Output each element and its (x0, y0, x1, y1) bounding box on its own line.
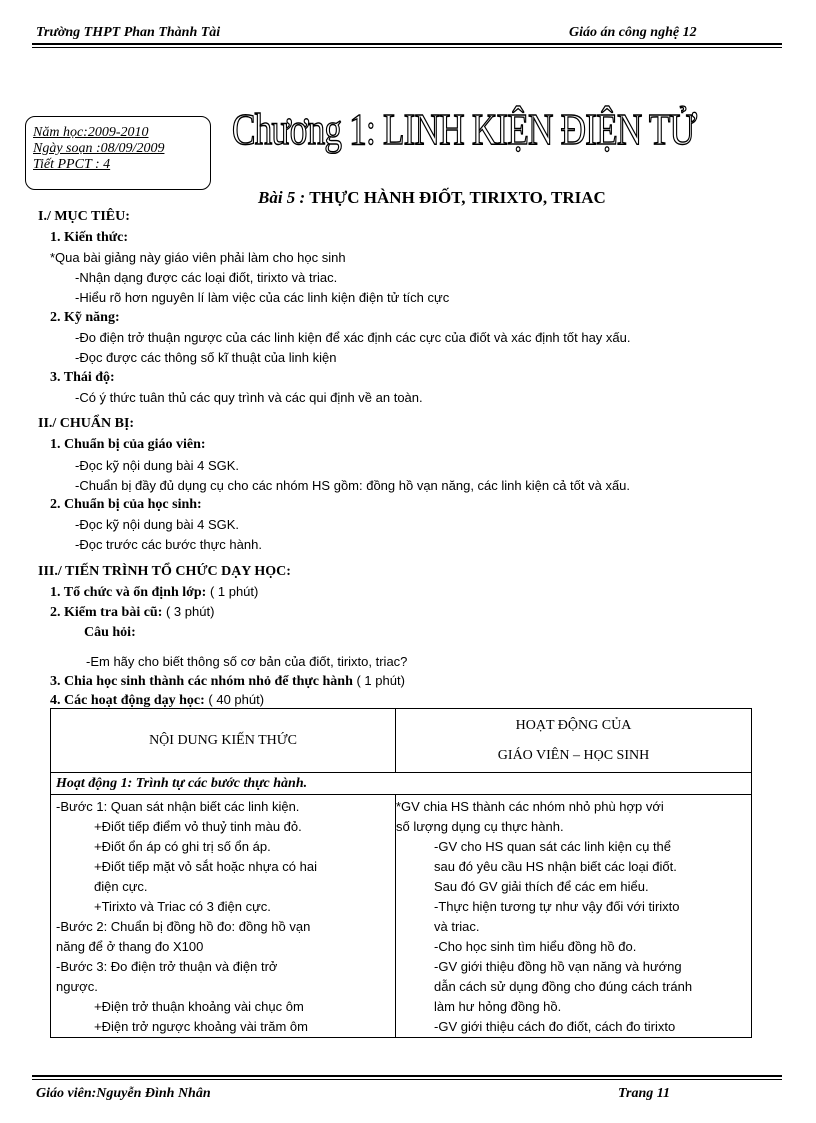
step-line: -Bước 2: Chuẩn bị đồng hồ đo: đồng hồ vạn (56, 919, 311, 934)
step-line: +Điện trở thuận khoảng vài chục ôm (94, 999, 304, 1014)
teacher-prep-heading: 1. Chuẩn bị của giáo viên: (50, 437, 206, 452)
activity-cell (396, 795, 752, 1038)
activity-row (51, 773, 752, 795)
item3 (50, 673, 405, 690)
knowledge-cell (51, 795, 396, 1038)
activity-line: -Cho học sinh tìm hiểu đồng hồ đo. (434, 939, 637, 954)
period-number: Tiết PPCT : 4 (33, 157, 111, 172)
item2-time: ( 3 phút) (162, 604, 215, 619)
step-line: điện cực. (94, 879, 148, 894)
question-label: Câu hỏi: (84, 625, 136, 640)
knowledge-line: -Nhận dạng được các loại điốt, tirixto và triac. (75, 270, 338, 285)
activity-line: -GV giới thiệu đồng hồ vạn năng và hướng (434, 959, 682, 974)
step-line: +Điốt tiếp điểm vỏ thuỷ tinh màu đỏ. (94, 819, 302, 834)
activity-line: dẫn cách sử dụng đồng cho đúng cách tránh (434, 979, 693, 994)
step-line: -Bước 3: Đo điện trở thuận và điện trở (56, 959, 278, 974)
col2-header-line1: HOẠT ĐỘNG CỦA (515, 717, 632, 733)
header-rule (32, 43, 782, 45)
item2 (50, 604, 214, 621)
item2-label: 2. Kiểm tra bài cũ: (50, 605, 163, 620)
activity-line: và triac. (434, 919, 480, 934)
knowledge-line: *Qua bài giảng này giáo viên phải làm cho học sinh (50, 250, 346, 265)
skills-heading: 2. Kỹ năng: (50, 310, 120, 325)
student-prep-line: -Đọc trước các bước thực hành. (75, 537, 262, 552)
item3-time: ( 1 phút) (352, 673, 405, 688)
skills-line: -Đo điện trở thuận ngược của các linh kiện để xác định các cực của điốt và xác định tốt hay xấu. (75, 330, 631, 345)
info-box (25, 116, 211, 190)
attitude-heading: 3. Thái độ: (50, 370, 115, 385)
skills-line: -Đọc được các thông số kĩ thuật của linh kiện (75, 350, 337, 365)
activity-line: -GV cho HS quan sát các linh kiện cụ thể (434, 839, 672, 854)
knowledge-heading: 1. Kiến thức: (50, 230, 129, 245)
question-text: -Em hãy cho biết thông số cơ bản của điốt, tirixto, triac? (86, 654, 408, 669)
activity-line: Sau đó GV giải thích để các em hiểu. (434, 879, 649, 894)
chapter-title: Chương 1: LINH KIỆN ĐIỆN TỬ (232, 105, 697, 154)
section3-heading: III./ TIẾN TRÌNH TỔ CHỨC DẠY HỌC: (38, 564, 291, 579)
footer-rule (32, 1075, 782, 1077)
footer-teacher: Giáo viên:Nguyễn Đình Nhân (36, 1086, 211, 1101)
activity-line: làm hư hỏng đồng hồ. (434, 999, 562, 1014)
col2-header-line2: GIÁO VIÊN – HỌC SINH (497, 747, 650, 763)
col1-header: NỘI DUNG KIẾN THỨC (51, 709, 396, 773)
footer-page: Trang 11 (618, 1086, 670, 1101)
col2-header (396, 709, 752, 773)
teacher-prep-line: -Đọc kỹ nội dung bài 4 SGK. (75, 458, 240, 473)
activity-line: -GV giới thiệu cách đo điốt, cách đo tirixto (434, 1019, 676, 1034)
content-row (51, 795, 752, 1038)
step-line: ngược. (56, 979, 98, 994)
student-prep-heading: 2. Chuẩn bị của học sinh: (50, 497, 202, 512)
item4 (50, 692, 264, 709)
footer-rule-thin (32, 1079, 782, 1080)
step-line: năng để ở thang đo X100 (56, 939, 204, 954)
step-line: +Điốt ổn áp có ghi trị số ổn áp. (94, 839, 271, 854)
item3-label: 3. Chia học sinh thành các nhóm nhỏ để thực hành (50, 674, 353, 689)
section2-heading: II./ CHUẨN BỊ: (38, 416, 135, 431)
attitude-line: -Có ý thức tuân thủ các quy trình và các qui định về an toàn. (75, 390, 423, 405)
table-header-row (51, 709, 752, 773)
teacher-prep-line: -Chuẩn bị đầy đủ dụng cụ cho các nhóm HS gồm: đồng hồ vạn năng, các linh kiện cả tốt và xấu. (75, 478, 631, 493)
section1-heading: I./ MỤC TIÊU: (38, 209, 130, 224)
item1 (50, 584, 258, 601)
activity-line: sau đó yêu cầu HS nhận biết các loại điốt. (434, 859, 677, 874)
activity-line: *GV chia HS thành các nhóm nhỏ phù hợp với (396, 799, 664, 814)
item4-label: 4. Các hoạt động dạy học: (50, 693, 205, 708)
school-year: Năm học:2009-2010 (33, 125, 149, 140)
step-line: +Tirixto và Triac có 3 điện cực. (94, 899, 271, 914)
activity-line: số lượng dụng cụ thực hành. (396, 819, 564, 834)
header-school: Trường THPT Phan Thành Tài (36, 25, 221, 40)
prep-date: Ngày soạn :08/09/2009 (33, 141, 165, 156)
lesson-label: Bài 5 : (258, 188, 306, 207)
activity-line: -Thực hiện tương tự như vậy đối với tirixto (434, 899, 680, 914)
lesson-title (258, 188, 606, 208)
lesson-name: THỰC HÀNH ĐIỐT, TIRIXTO, TRIAC (309, 188, 606, 207)
step-line: +Điện trở ngược khoảng vài trăm ôm (94, 1019, 308, 1034)
header-subject: Giáo án công nghệ 12 (569, 25, 697, 40)
item1-label: 1. Tổ chức và ổn định lớp: (50, 585, 207, 600)
activity1-title: Hoạt động 1: Trình tự các bước thực hành. (51, 773, 752, 795)
item4-time: ( 40 phút) (204, 692, 265, 707)
activity-table (50, 708, 752, 1038)
step-line: -Bước 1: Quan sát nhận biết các linh kiện. (56, 799, 300, 814)
item1-time: ( 1 phút) (206, 584, 259, 599)
student-prep-line: -Đọc kỹ nội dung bài 4 SGK. (75, 517, 240, 532)
knowledge-line: -Hiểu rõ hơn nguyên lí làm việc của các linh kiện điện tử tích cực (75, 290, 450, 305)
header-rule-thin (32, 47, 782, 48)
step-line: +Điốt tiếp mặt vỏ sắt hoặc nhựa có hai (94, 859, 317, 874)
